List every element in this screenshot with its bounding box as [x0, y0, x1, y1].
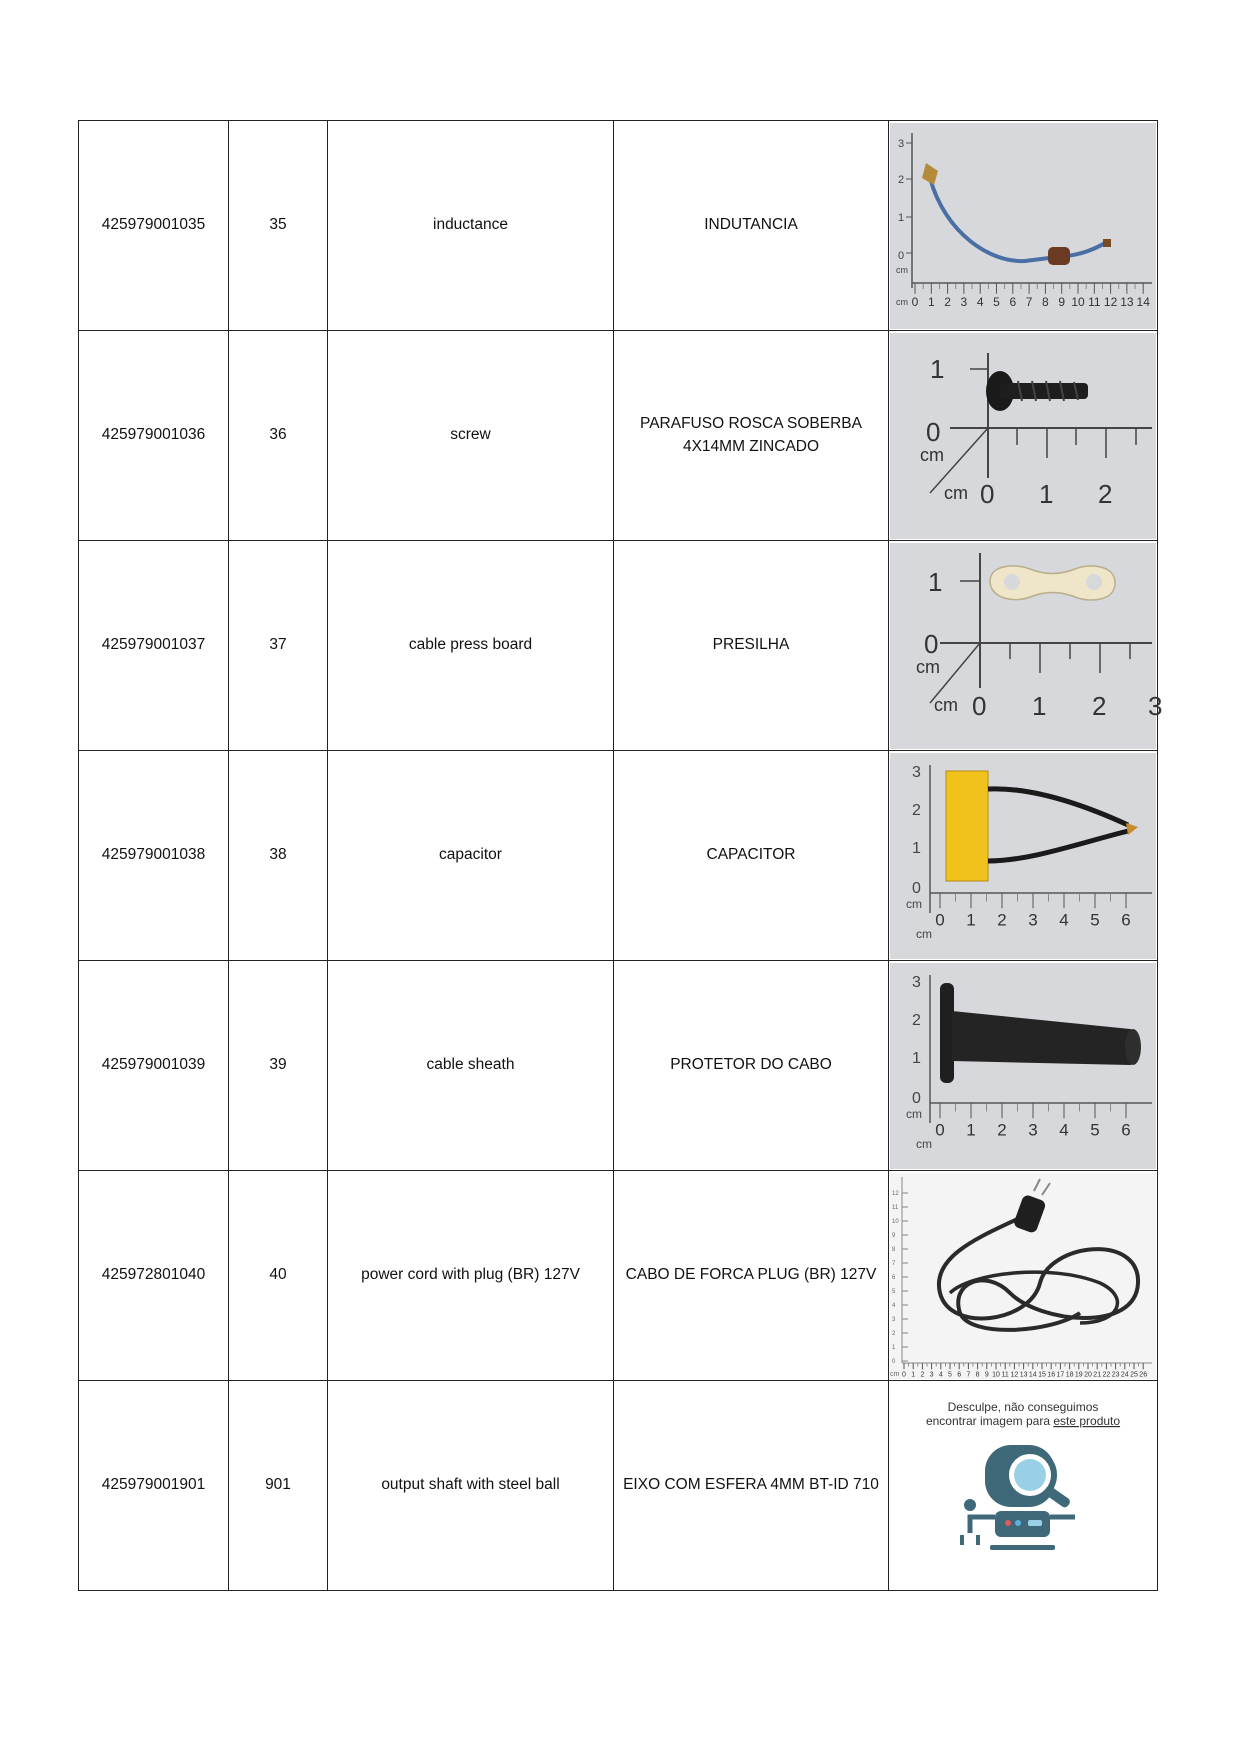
capacitor-photo	[890, 753, 1156, 959]
svg-text:5: 5	[948, 1370, 952, 1378]
svg-text:0: 0	[935, 909, 945, 929]
svg-text:2: 2	[912, 1011, 921, 1029]
svg-text:22: 22	[1102, 1370, 1111, 1378]
svg-text:0: 0	[935, 1119, 945, 1139]
svg-text:cm: cm	[916, 926, 932, 941]
svg-text:1: 1	[966, 909, 976, 929]
svg-text:3: 3	[898, 137, 905, 150]
svg-text:cm: cm	[896, 264, 908, 275]
svg-text:9: 9	[984, 1370, 989, 1378]
position-number: 37	[229, 541, 328, 751]
svg-text:cm: cm	[906, 1106, 922, 1121]
svg-text:1: 1	[928, 566, 943, 597]
svg-text:10: 10	[892, 1218, 899, 1225]
svg-text:cm: cm	[920, 444, 944, 465]
part-image-cell	[889, 331, 1158, 541]
svg-text:0: 0	[898, 249, 905, 262]
svg-text:0: 0	[972, 690, 987, 721]
table-row	[79, 541, 1158, 751]
svg-text:0: 0	[926, 416, 941, 447]
svg-text:0: 0	[912, 1089, 921, 1107]
svg-text:2: 2	[892, 1330, 896, 1337]
svg-text:7: 7	[1025, 294, 1033, 309]
table-row	[79, 961, 1158, 1171]
svg-text:4: 4	[938, 1370, 943, 1378]
table-row	[79, 1171, 1158, 1381]
svg-text:4: 4	[976, 294, 984, 309]
part-code: 425979001039	[79, 961, 229, 1171]
svg-text:0: 0	[980, 478, 995, 509]
svg-text:8: 8	[1042, 294, 1049, 309]
part-code: 425979001901	[79, 1381, 229, 1591]
svg-text:0: 0	[892, 1358, 896, 1365]
svg-text:9: 9	[1058, 294, 1066, 309]
svg-text:5: 5	[1090, 909, 1100, 929]
svg-text:3: 3	[1148, 690, 1163, 721]
position-number: 901	[229, 1381, 328, 1591]
svg-text:6: 6	[1009, 294, 1017, 309]
description-en: cable sheath	[328, 961, 614, 1171]
svg-text:2: 2	[944, 294, 951, 309]
svg-text:13: 13	[1120, 294, 1134, 309]
svg-text:4: 4	[1059, 909, 1069, 929]
part-image-cell	[889, 751, 1158, 961]
svg-text:3: 3	[892, 1316, 896, 1323]
svg-text:2: 2	[1092, 690, 1107, 721]
svg-text:4: 4	[1059, 1119, 1069, 1139]
svg-text:3: 3	[912, 763, 921, 781]
svg-text:18: 18	[1065, 1370, 1074, 1378]
svg-text:1: 1	[912, 1049, 921, 1067]
svg-text:12: 12	[892, 1190, 899, 1197]
no-image-placeholder	[890, 1383, 1156, 1589]
svg-text:0: 0	[911, 294, 919, 309]
table-row	[79, 121, 1158, 331]
svg-text:25: 25	[1130, 1370, 1138, 1378]
svg-text:10: 10	[992, 1370, 1000, 1378]
part-image-cell	[889, 1381, 1158, 1591]
placeholder-line-1: Desculpe, não conseguimos	[947, 1399, 1099, 1414]
svg-text:cm: cm	[890, 1370, 900, 1378]
position-number: 40	[229, 1171, 328, 1381]
svg-text:1: 1	[930, 353, 945, 384]
description-pt: PRESILHA	[614, 541, 889, 751]
svg-text:6: 6	[1121, 909, 1131, 929]
svg-text:1: 1	[911, 1370, 916, 1378]
part-image-cell	[889, 1171, 1158, 1381]
svg-text:cm: cm	[944, 482, 968, 503]
description-pt: EIXO COM ESFERA 4MM BT-ID 710	[614, 1381, 889, 1591]
svg-text:2: 2	[920, 1370, 925, 1378]
svg-text:1: 1	[1039, 478, 1054, 509]
svg-text:24: 24	[1120, 1370, 1129, 1378]
svg-text:26: 26	[1139, 1370, 1148, 1378]
svg-text:21: 21	[1093, 1370, 1102, 1378]
part-code: 425979001037	[79, 541, 229, 751]
svg-text:8: 8	[892, 1246, 896, 1253]
svg-text:1: 1	[912, 839, 921, 857]
svg-text:8: 8	[975, 1370, 980, 1378]
parts-table	[78, 120, 1163, 1591]
description-pt: CAPACITOR	[614, 751, 889, 961]
svg-text:14: 14	[1136, 294, 1150, 309]
position-number: 39	[229, 961, 328, 1171]
svg-text:11: 11	[1001, 1370, 1009, 1378]
svg-text:19: 19	[1074, 1370, 1083, 1378]
svg-text:13: 13	[1019, 1370, 1028, 1378]
position-number: 38	[229, 751, 328, 961]
svg-text:11: 11	[892, 1204, 899, 1211]
part-code: 425979001035	[79, 121, 229, 331]
position-number: 36	[229, 331, 328, 541]
svg-text:10: 10	[1071, 294, 1085, 309]
svg-text:15: 15	[1038, 1370, 1046, 1378]
svg-text:cm: cm	[916, 1136, 932, 1151]
svg-text:cm: cm	[896, 296, 908, 307]
description-pt: PARAFUSO ROSCA SOBERBA 4X14MM ZINCADO	[614, 331, 889, 541]
svg-text:1: 1	[898, 211, 905, 224]
description-en: inductance	[328, 121, 614, 331]
inductance-photo	[890, 123, 1156, 329]
svg-text:0: 0	[902, 1370, 906, 1378]
svg-text:3: 3	[960, 294, 968, 309]
svg-text:11: 11	[1088, 294, 1101, 309]
svg-text:2: 2	[912, 801, 921, 819]
svg-text:2: 2	[1098, 478, 1113, 509]
svg-text:3: 3	[1028, 1119, 1038, 1139]
svg-text:6: 6	[892, 1274, 896, 1281]
svg-text:3: 3	[929, 1370, 934, 1378]
svg-text:12: 12	[1010, 1370, 1019, 1378]
svg-text:9: 9	[892, 1232, 896, 1239]
cable-sheath-photo	[890, 963, 1156, 1169]
svg-text:5: 5	[993, 294, 1000, 309]
svg-text:2: 2	[997, 1119, 1007, 1139]
svg-text:7: 7	[892, 1260, 896, 1267]
table-row	[79, 1381, 1158, 1591]
svg-text:2: 2	[898, 173, 905, 186]
description-pt: CABO DE FORCA PLUG (BR) 127V	[614, 1171, 889, 1381]
svg-text:0: 0	[912, 879, 921, 897]
svg-text:16: 16	[1047, 1370, 1056, 1378]
svg-text:cm: cm	[934, 694, 958, 715]
part-image-cell	[889, 121, 1158, 331]
svg-text:17: 17	[1056, 1370, 1065, 1378]
svg-text:7: 7	[966, 1370, 971, 1378]
part-code: 425979001036	[79, 331, 229, 541]
svg-text:14: 14	[1028, 1370, 1037, 1378]
svg-text:23: 23	[1111, 1370, 1120, 1378]
description-en: cable press board	[328, 541, 614, 751]
description-en: output shaft with steel ball	[328, 1381, 614, 1591]
svg-text:3: 3	[1028, 909, 1038, 929]
svg-text:1: 1	[927, 294, 935, 309]
table-row	[79, 331, 1158, 541]
part-image-cell	[889, 961, 1158, 1171]
svg-text:6: 6	[957, 1370, 962, 1378]
description-en: capacitor	[328, 751, 614, 961]
svg-text:2: 2	[997, 909, 1007, 929]
screw-photo	[890, 333, 1156, 539]
position-number: 35	[229, 121, 328, 331]
part-code: 425972801040	[79, 1171, 229, 1381]
svg-text:5: 5	[892, 1288, 896, 1295]
svg-text:5: 5	[1090, 1119, 1100, 1139]
svg-text:1: 1	[966, 1119, 976, 1139]
svg-text:0: 0	[924, 628, 939, 659]
cable-clamp-photo	[890, 543, 1163, 749]
part-image-cell	[889, 541, 1163, 751]
svg-text:4: 4	[892, 1302, 896, 1309]
part-code: 425979001038	[79, 751, 229, 961]
description-en: power cord with plug (BR) 127V	[328, 1171, 614, 1381]
table-row	[79, 751, 1158, 961]
description-en: screw	[328, 331, 614, 541]
power-cord-photo	[890, 1173, 1156, 1379]
svg-text:12: 12	[1103, 294, 1118, 309]
svg-text:6: 6	[1121, 1119, 1131, 1139]
description-pt: PROTETOR DO CABO	[614, 961, 889, 1171]
svg-text:3: 3	[912, 973, 921, 991]
svg-text:20: 20	[1084, 1370, 1092, 1378]
placeholder-line-2: encontrar imagem para este produto	[925, 1413, 1121, 1428]
description-pt: INDUTANCIA	[614, 121, 889, 331]
svg-text:1: 1	[892, 1344, 896, 1351]
svg-text:cm: cm	[906, 896, 922, 911]
svg-text:cm: cm	[916, 656, 940, 677]
svg-text:1: 1	[1032, 690, 1047, 721]
